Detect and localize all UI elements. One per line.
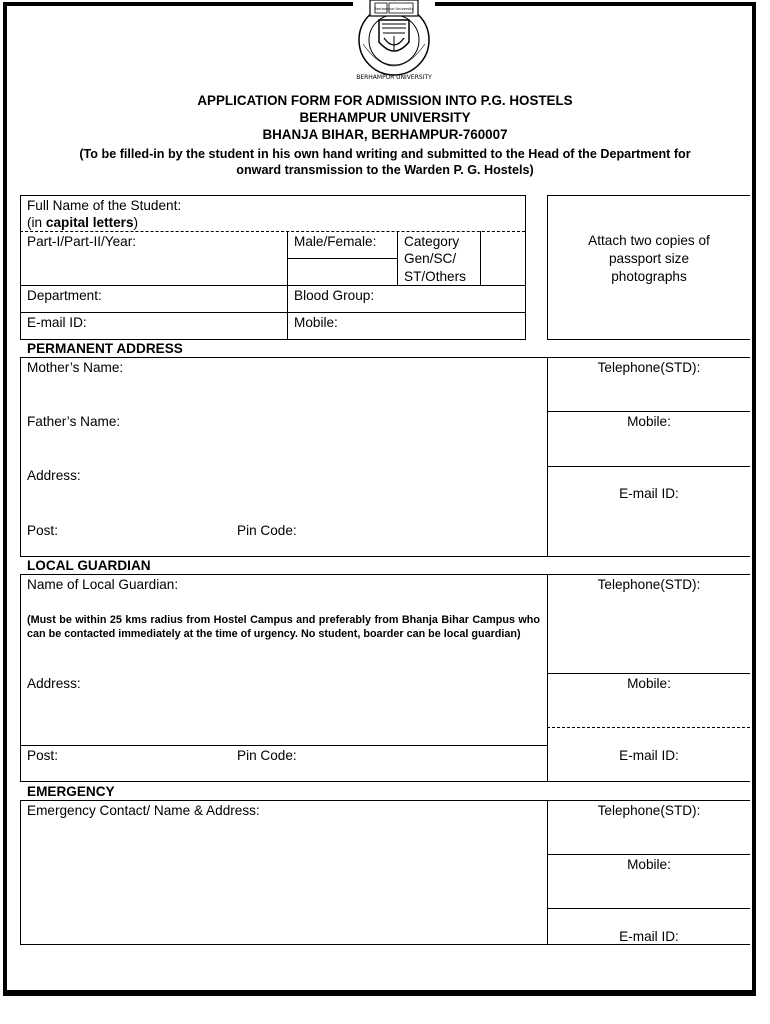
permanent-post-label: Post: xyxy=(27,523,58,538)
permanent-email-label: E-mail ID: xyxy=(619,486,679,501)
permanent-address-label: Address: xyxy=(27,468,81,483)
email-label: E-mail ID: xyxy=(27,315,87,330)
emergency-mobile-label: Mobile: xyxy=(627,857,671,872)
guardian-address-label: Address: xyxy=(27,676,81,691)
permanent-telephone-label: Telephone(STD): xyxy=(597,360,701,375)
emergency-contact-label: Emergency Contact/ Name & Address: xyxy=(27,803,260,818)
emergency-telephone-label: Telephone(STD): xyxy=(597,803,701,818)
department-label: Department: xyxy=(27,288,102,303)
blood-group-label: Blood Group: xyxy=(294,288,375,303)
category-label-3: ST/Others xyxy=(404,269,466,284)
university-name: BERHAMPUR UNIVERSITY xyxy=(299,110,471,125)
mother-name-label: Mother’s Name: xyxy=(27,360,124,375)
guardian-telephone-label: Telephone(STD): xyxy=(597,577,701,592)
emergency-heading: EMERGENCY xyxy=(27,784,115,799)
permanent-address-heading: PERMANENT ADDRESS xyxy=(27,341,183,356)
instruction-line-1: (To be filled-in by the student in his own hand writing and submitted to the Head of the Department for xyxy=(79,147,691,161)
guardian-post-label: Post: xyxy=(27,748,58,763)
local-guardian-heading: LOCAL GUARDIAN xyxy=(27,558,151,573)
father-name-label: Father’s Name: xyxy=(27,414,121,429)
photo-instruction-1: Attach two copies of xyxy=(588,233,710,248)
mobile-label: Mobile: xyxy=(294,315,338,330)
category-label-1: Category xyxy=(404,234,460,249)
capital-letters-note: (in capital letters) xyxy=(27,215,139,230)
photo-instruction-3: photographs xyxy=(611,269,687,284)
guardian-mobile-label: Mobile: xyxy=(627,676,671,691)
category-label-2: Gen/SC/ xyxy=(404,251,457,266)
guardian-name-label: Name of Local Guardian: xyxy=(27,577,179,592)
logo-bottom-text: BERHAMPUR UNIVERSITY xyxy=(356,74,432,81)
emergency-email-label: E-mail ID: xyxy=(619,929,679,944)
guardian-email-label: E-mail ID: xyxy=(619,748,679,763)
university-address: BHANJA BIHAR, BERHAMPUR-760007 xyxy=(262,127,508,142)
photo-instruction-2: passport size xyxy=(608,251,690,266)
permanent-pin-label: Pin Code: xyxy=(237,523,297,538)
form-title: APPLICATION FORM FOR ADMISSION INTO P.G. HOSTELS xyxy=(197,93,573,108)
full-name-label: Full Name of the Student: xyxy=(27,198,182,213)
part-year-label: Part-I/Part-II/Year: xyxy=(27,234,137,249)
gender-label: Male/Female: xyxy=(294,234,377,249)
university-logo xyxy=(353,0,435,84)
permanent-mobile-label: Mobile: xyxy=(627,414,671,429)
instruction-line-2: onward transmission to the Warden P. G. Hostels) xyxy=(236,163,534,177)
guardian-pin-label: Pin Code: xyxy=(237,748,297,763)
logo-top-text: Berhampur University xyxy=(374,7,414,11)
guardian-note: (Must be within 25 kms radius from Hostel Campus and preferably from Bhanja Bihar Campus who can be contacted immediately at the time of urgency. No student, boarder can be local guardian) xyxy=(27,614,540,640)
